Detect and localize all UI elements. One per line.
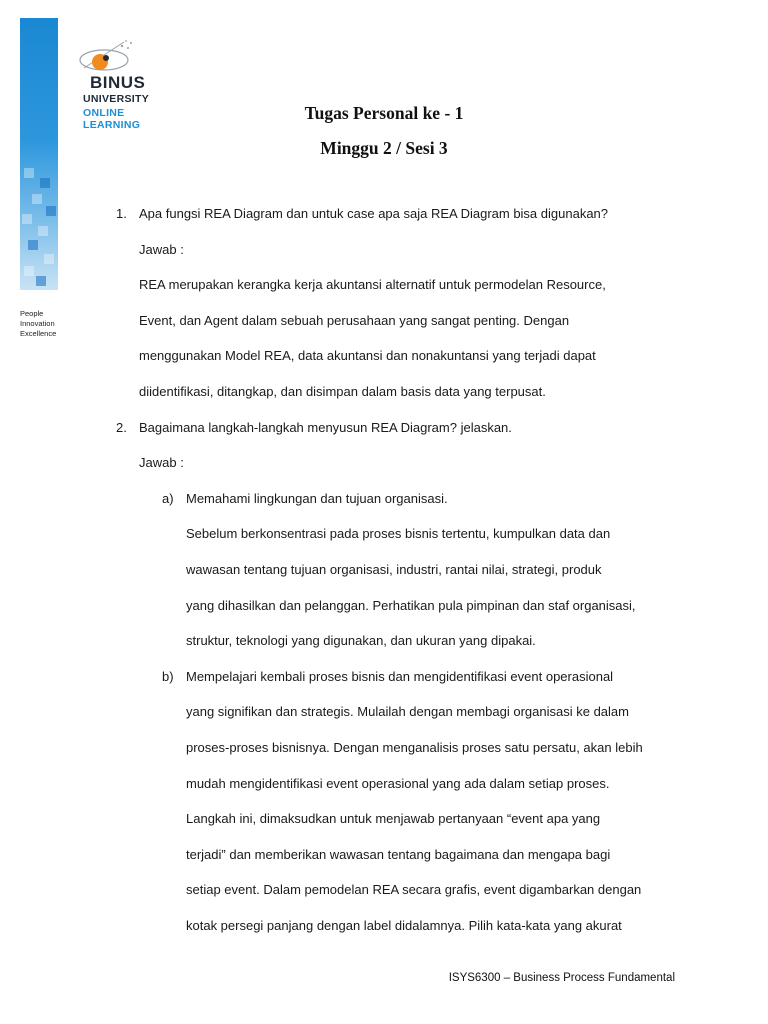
step-line: terjadi” dan memberikan wawasan tentang bagaimana dan mengapa bagi [186,846,611,862]
step-line: Langkah ini, dimaksudkan untuk menjawab pertanyaan “event apa yang [186,811,601,827]
step-line: mudah mengidentifikasi event operasional yang ada dalam setiap proses. [186,775,610,791]
document-subtitle: Minggu 2 / Sesi 3 [320,138,448,158]
page-footer: ISYS6300 – Business Process Fundamental [448,972,675,984]
answer-line: Event, dan Agent dalam sebuah perusahaan yang sangat penting. Dengan [139,312,570,328]
document-title: Tugas Personal ke - 1 [304,103,464,123]
logo-emblem-icon [76,36,156,76]
step-line: Sebelum berkonsentrasi pada proses bisnis tertentu, kumpulkan data dan [186,526,611,542]
step-a [116,484,676,520]
tagline-excellence: Excellence [20,329,57,338]
tagline-innovation: Innovation [20,319,55,328]
step-line: yang dihasilkan dan pelanggan. Perhatikan pula pimpinan dan staf organisasi, [186,597,636,613]
answer-line: REA merupakan kerangka kerja akuntansi alternatif untuk permodelan Resource, [139,277,606,293]
logo-online-text: ONLINE [83,107,125,119]
question-1 [116,199,676,235]
step-heading: Mempelajari kembali proses bisnis dan mengidentifikasi event operasional [186,668,614,684]
answer-line: diidentifikasi, ditangkap, dan disimpan dalam basis data yang terpusat. [139,383,546,399]
answer-label: Jawab : [139,455,184,471]
answer-line: menggunakan Model REA, data akuntansi dan nonakuntansi yang terjadi dapat [139,348,596,364]
side-tagline [20,309,56,339]
question-number: 1. [116,206,127,221]
step-line: setiap event. Dalam pemodelan REA secara grafis, event digambarkan dengan [186,882,642,898]
step-b [116,662,676,698]
tagline-people: People [20,309,44,318]
step-line: yang signifikan dan strategis. Mulailah dengan membagi organisasi ke dalam [186,704,629,720]
answer-label: Jawab : [139,241,184,257]
step-line: proses-proses bisnisnya. Dengan menganalisis proses satu persatu, akan lebih [186,739,643,755]
step-heading: Memahami lingkungan dan tujuan organisasi. [186,490,448,506]
step-label: a) [162,490,174,506]
logo-university-text: UNIVERSITY [83,93,150,105]
step-line: wawasan tentang tujuan organisasi, industri, rantai nilai, strategi, produk [186,561,602,577]
question-text: Bagaimana langkah-langkah menyusun REA Diagram? jelaskan. [139,419,512,435]
question-2 [116,413,676,449]
logo-binus-text: BINUS [90,73,146,92]
step-label: b) [162,668,174,684]
question-text: Apa fungsi REA Diagram dan untuk case apa saja REA Diagram bisa digunakan? [139,206,609,221]
question-number: 2. [116,419,127,435]
logo-learning-text: LEARNING [83,119,141,131]
step-line: struktur, teknologi yang digunakan, dan ukuran yang dipakai. [186,633,536,649]
step-line: kotak persegi panjang dengan label didalamnya. Pilih kata-kata yang akurat [186,917,622,933]
document-body [116,199,676,946]
